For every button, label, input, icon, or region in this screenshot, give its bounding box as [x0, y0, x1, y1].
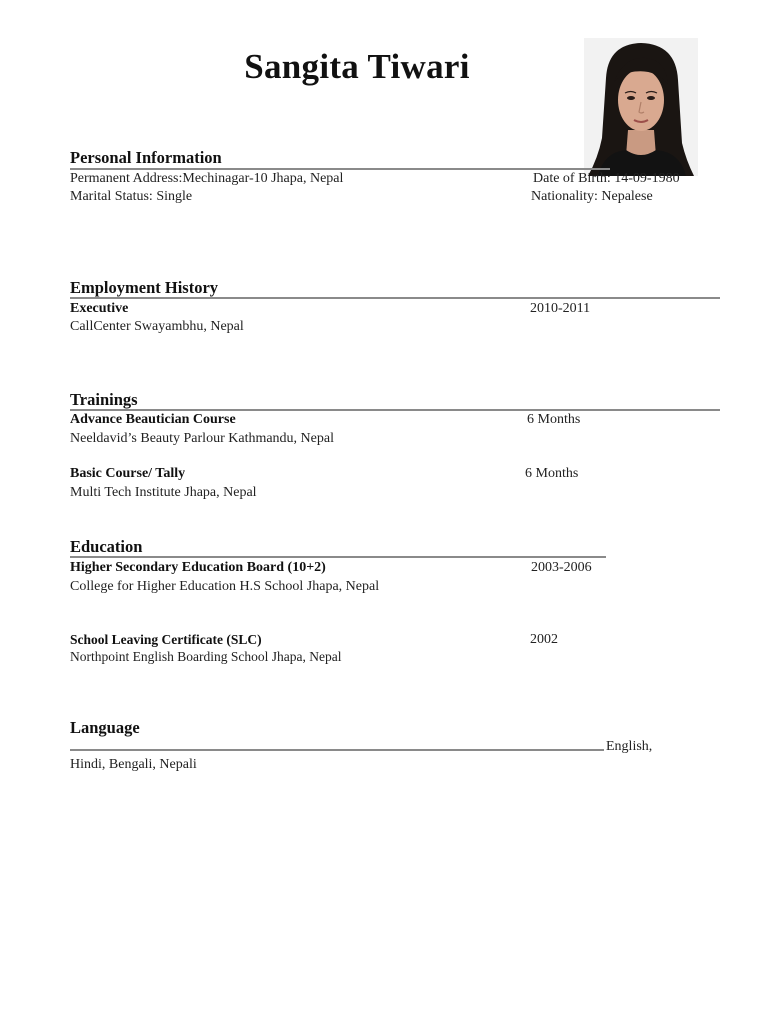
training-duration: 6 Months [527, 412, 581, 427]
nationality: Nationality: Nepalese [531, 189, 653, 204]
section-heading-personal: Personal Information [70, 148, 222, 167]
training-institute: Multi Tech Institute Jhapa, Nepal [70, 485, 257, 500]
language-list-line1: English, [606, 739, 653, 754]
candidate-name: Sangita Tiwari [244, 47, 470, 86]
training-title: Advance Beautician Course [70, 412, 236, 427]
section-heading-employment: Employment History [70, 278, 219, 297]
education-institute: College for Higher Education H.S School Jhapa, Nepal [70, 579, 380, 594]
section-heading-education: Education [70, 537, 143, 556]
education-period: 2002 [530, 632, 558, 647]
section-divider [70, 409, 720, 411]
education-period: 2003-2006 [531, 560, 592, 575]
permanent-address: Permanent Address:Mechinagar-10 Jhapa, Nepal [70, 171, 344, 186]
section-heading-trainings: Trainings [70, 390, 138, 409]
section-divider [70, 556, 606, 558]
education-title: Higher Secondary Education Board (10+2) [70, 560, 326, 575]
job-title: Executive [70, 301, 129, 316]
section-divider [70, 297, 720, 299]
education-title: School Leaving Certificate (SLC) [70, 632, 262, 647]
section-divider [70, 168, 610, 170]
section-divider [70, 749, 604, 751]
training-institute: Neeldavid’s Beauty Parlour Kathmandu, Nepal [70, 431, 334, 446]
job-period: 2010-2011 [530, 301, 591, 316]
job-organization: CallCenter Swayambhu, Nepal [70, 319, 244, 334]
date-of-birth: Date of Birth: 14-09-1980 [533, 171, 680, 186]
education-institute: Northpoint English Boarding School Jhapa, Nepal [70, 649, 342, 664]
language-list-line2: Hindi, Bengali, Nepali [70, 757, 197, 772]
training-title: Basic Course/ Tally [70, 466, 186, 481]
marital-status: Marital Status: Single [70, 189, 193, 204]
section-heading-language: Language [70, 718, 140, 737]
training-duration: 6 Months [525, 466, 579, 481]
profile-photo [584, 38, 698, 176]
portrait-image [584, 38, 698, 176]
